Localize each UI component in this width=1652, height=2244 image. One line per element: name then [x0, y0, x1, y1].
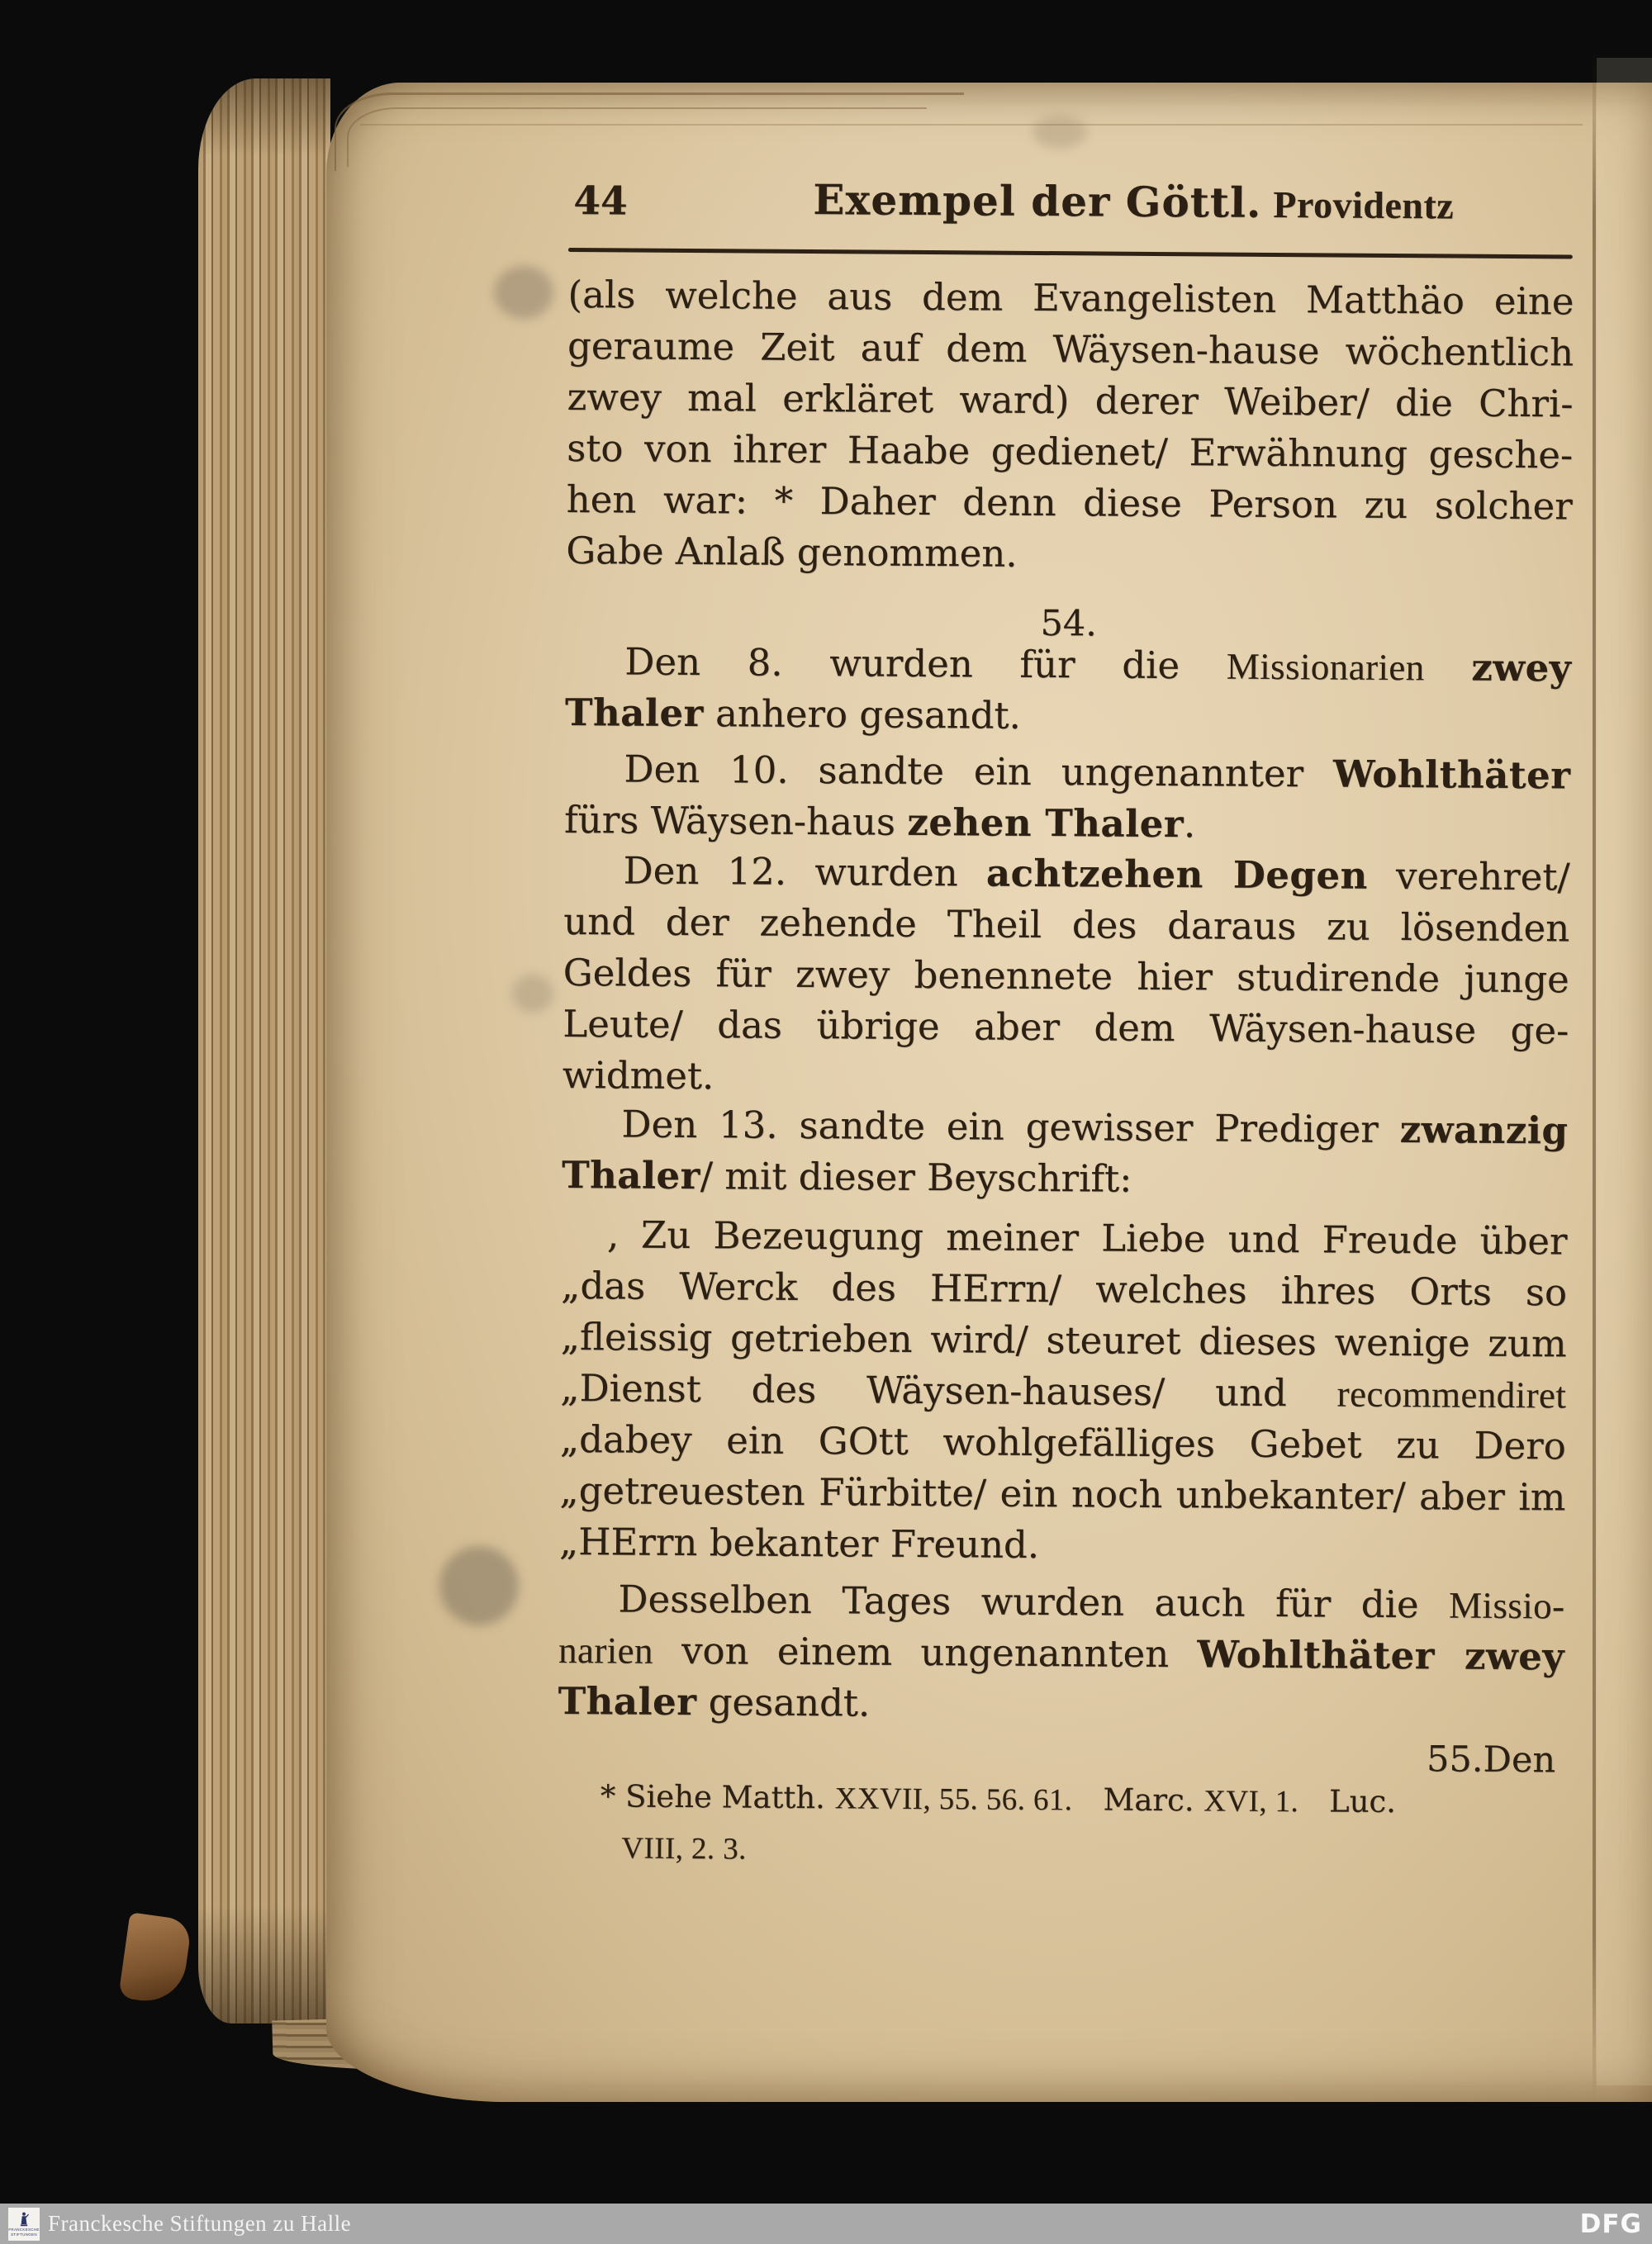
text-segment: „Dienst des Wäysen-hauses/ und: [560, 1365, 1337, 1416]
running-header-antiqua: Providentz: [1273, 183, 1455, 227]
text-line: [567, 423, 1573, 482]
text-segment: (als welche aus dem Evangelisten Matthäo eine: [567, 272, 1574, 324]
stain: [439, 1546, 519, 1625]
text-line: [561, 1209, 1567, 1268]
text-segment: Marc.: [1072, 1781, 1204, 1819]
text-segment: XVI, 1.: [1203, 1784, 1299, 1819]
text-line: [564, 795, 1570, 853]
text-segment: * Siehe Matth.: [600, 1778, 835, 1816]
logo-caption-line1: FRANCKESCHE: [8, 2227, 40, 2232]
text-line: [567, 474, 1573, 533]
text-segment: „fleissig getrieben wird/ steuret dieses wenige zum: [560, 1314, 1567, 1366]
paragraph-continuation: [566, 269, 1574, 583]
digitisation-footer-bar: [0, 2204, 1652, 2244]
text-line: [567, 372, 1573, 430]
text-segment: achtzehen Degen: [985, 851, 1369, 898]
quoted-dedication: [559, 1209, 1568, 1574]
paragraph-den-10: [564, 743, 1571, 853]
text-segment: „getreuesten Fürbitte/ ein noch unbekanter/ aber im: [559, 1468, 1566, 1520]
text-line: [558, 1625, 1564, 1683]
text-segment: gesandt.: [696, 1680, 871, 1725]
text-line: [559, 1516, 1565, 1575]
paragraph-den-13: [562, 1098, 1569, 1208]
text-segment: Leute/ das übrige aber dem Wäysen-hause ge-: [563, 1001, 1569, 1053]
text-line: [621, 1825, 1396, 1882]
text-segment: „das Werck des HErrn/ welches ihres Orts so: [560, 1263, 1568, 1315]
text-segment: „dabey ein GOtt wohlgefälliges Gebet zu Dero: [559, 1416, 1566, 1468]
text-segment: XXVII, 55. 56. 61.: [834, 1781, 1073, 1818]
paragraph-den-12: [563, 845, 1570, 1108]
text-line: [560, 1363, 1566, 1421]
text-segment: fürs Wäysen-haus: [563, 797, 908, 844]
text-segment: Thaler: [558, 1678, 697, 1725]
text-line: [561, 1260, 1567, 1319]
text-line: [563, 896, 1569, 955]
catchword: 55.Den: [1426, 1739, 1556, 1781]
text-segment: Geldes für zwey benennete hier studirende junge: [563, 950, 1569, 1002]
text-segment: narien: [558, 1629, 654, 1672]
text-line: [564, 743, 1570, 802]
institution-name: Franckesche Stiftungen zu Halle: [48, 2211, 352, 2236]
text-segment: hen war: * Daher denn diese Person zu solcher: [566, 477, 1573, 529]
text-segment: sto von ihrer Haabe gedienet/ Erwähnung gesche-: [567, 425, 1574, 477]
page-edge-stack: [198, 78, 330, 2023]
text-line: [558, 1573, 1564, 1632]
text-segment: Den 8. wurden für die: [624, 639, 1227, 688]
text-segment: Luc.: [1298, 1783, 1397, 1820]
page-crease: [1593, 51, 1596, 2101]
text-segment: Thaler: [564, 690, 704, 736]
text-segment: VIII, 2. 3.: [621, 1831, 747, 1867]
text-segment: Wohlthäter zwey: [1197, 1632, 1565, 1679]
logo-caption-line2: STIFTUNGEN: [11, 2232, 37, 2237]
text-segment: Missionarien: [1226, 645, 1425, 689]
text-segment: widmet.: [562, 1052, 714, 1098]
statue-icon: [17, 2212, 31, 2227]
text-segment: Den 13. sandte ein gewisser Prediger: [621, 1102, 1400, 1152]
stain: [512, 975, 553, 1013]
text-segment: geraume Zeit auf dem Wäysen-hause wöchentlich: [567, 323, 1574, 375]
text-line: [560, 1312, 1566, 1370]
running-header-fraktur: Exempel der Göttl.: [813, 175, 1262, 227]
text-line: [563, 999, 1569, 1057]
text-segment: [1424, 645, 1471, 689]
text-line: [565, 687, 1571, 746]
text-line: [559, 1465, 1565, 1524]
text-segment: und der zehende Theil des daraus zu lösenden: [563, 899, 1570, 951]
text-line: [565, 636, 1571, 695]
footnote: [600, 1774, 1396, 1882]
text-segment: zehen Thaler: [907, 799, 1184, 847]
text-segment: Gabe Anlaß genommen.: [566, 528, 1018, 576]
text-segment: Den 12. wurden: [623, 848, 987, 895]
text-segment: Wohlthäter: [1332, 752, 1571, 798]
text-segment: zwanzig: [1399, 1108, 1569, 1153]
text-segment: zwey: [1471, 645, 1572, 690]
text-line: [601, 1774, 1397, 1831]
printed-text-layer: [554, 0, 1576, 2244]
text-segment: .: [1183, 802, 1196, 847]
text-segment: von einem ungenannten: [653, 1628, 1198, 1677]
header-rule: [568, 248, 1573, 259]
paragraph-den-8: [565, 636, 1572, 746]
text-segment: anhero gesandt.: [703, 691, 1022, 738]
text-line: [562, 1098, 1568, 1157]
text-segment: ‚ Zu Bezeugung meiner Liebe und Freude über: [606, 1212, 1568, 1264]
text-segment: zwey mal erkläret ward) derer Weiber/ die Chri-: [567, 374, 1574, 426]
leather-spine-edge: [126, 73, 202, 2032]
text-line: [562, 1150, 1568, 1208]
text-line: [563, 947, 1569, 1006]
text-segment: verehret/: [1367, 853, 1570, 899]
text-line: [560, 1414, 1566, 1473]
page-margin-right: [1597, 58, 1652, 2085]
text-segment: / mit dieser Beyschrift:: [700, 1154, 1132, 1201]
text-line: [567, 269, 1574, 328]
page-number: 44: [573, 178, 628, 225]
text-line: [558, 1676, 1564, 1734]
text-segment: Den 10. sandte ein ungenannter: [624, 747, 1334, 796]
paragraph-desselben-tages: [558, 1573, 1564, 1734]
text-segment: „HErrn bekanter Freund.: [558, 1519, 1040, 1568]
text-line: [567, 320, 1574, 379]
text-segment: recommendiret: [1336, 1373, 1567, 1416]
text-segment: Thaler: [561, 1152, 701, 1198]
text-line: [566, 525, 1572, 584]
running-header: [568, 173, 1574, 230]
stain: [494, 266, 553, 319]
dfg-logo: DFG: [1579, 2209, 1642, 2239]
text-segment: Missio-: [1448, 1584, 1565, 1627]
section-number: 54.: [1040, 602, 1098, 645]
text-segment: Desselben Tages wurden auch für die: [618, 1577, 1450, 1627]
text-line: [563, 845, 1569, 904]
franckesche-stiftungen-logo: [8, 2208, 40, 2241]
